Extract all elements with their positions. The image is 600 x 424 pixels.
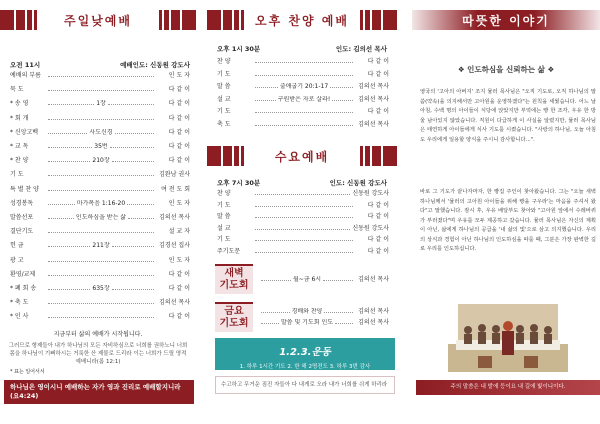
leader-dots <box>48 171 154 176</box>
order-value: 다 같 이 <box>168 285 190 292</box>
order-row <box>10 271 190 279</box>
order-label: * 인 사 <box>10 313 29 321</box>
order-detail: 구원받은 자로 살라! <box>277 95 331 103</box>
order-label: 주기도문 <box>217 247 241 255</box>
leader-dots <box>48 257 154 262</box>
order-label: 찬 양 <box>217 58 231 65</box>
afternoon-subheader <box>217 44 387 53</box>
order-label: * 축 도 <box>10 299 29 307</box>
leader-dots <box>332 96 353 101</box>
leader-dots <box>108 100 154 105</box>
order-value: 다 같 이 <box>168 128 190 136</box>
order-label: 기 도 <box>217 70 231 78</box>
order-detail: 635장 <box>92 285 110 292</box>
sunday-service-panel <box>0 0 196 424</box>
central-figure-head <box>503 321 513 331</box>
central-figure-body <box>502 331 514 355</box>
leader-dots <box>110 143 154 148</box>
sunday-title: 주일낮예배 <box>58 12 138 29</box>
sunday-time: 오전 11시 <box>10 61 41 69</box>
order-label: 축 도 <box>217 120 231 128</box>
order-value: 다 같 이 <box>168 270 190 278</box>
order-row <box>217 225 389 233</box>
leader-dots <box>48 271 154 276</box>
order-label: 기 도 <box>10 171 24 179</box>
order-row <box>10 143 190 151</box>
leader-dots <box>255 213 353 218</box>
leader-dots <box>324 308 353 313</box>
stand-note: * 표는 일어서서 <box>10 369 45 375</box>
order-label: 찬 양 <box>217 190 231 197</box>
order-value: 인 도 자 <box>168 199 190 207</box>
order-value: 인 도 자 <box>168 256 190 264</box>
dawn-prayer-row: 월~금 6시 김의선 목사 <box>259 276 389 284</box>
order-row <box>10 72 190 80</box>
foreground-figure-left <box>478 356 492 368</box>
order-label: 묵 도 <box>10 86 24 94</box>
sunday-subheader <box>10 60 190 69</box>
leader-dots <box>255 248 353 253</box>
order-value: 김의선 목사 <box>159 299 190 307</box>
order-label: 결단기도 <box>10 228 34 236</box>
foreground-figure-right <box>524 356 538 368</box>
order-value: 다 같 이 <box>168 313 190 321</box>
order-row <box>10 285 190 293</box>
order-detail: 마가복음 1:16-20 <box>76 199 126 207</box>
order-detail: 인도하심을 받는 삶 <box>75 214 127 221</box>
leader-dots <box>48 285 90 290</box>
order-label: * 회 개 <box>10 114 29 122</box>
order-row <box>10 242 190 250</box>
order-value: 다 같 이 <box>168 100 190 108</box>
order-value: 김의선 목사 <box>358 319 389 326</box>
wednesday-time: 오후 7시 30분 <box>217 179 261 187</box>
leader-dots <box>255 202 353 207</box>
order-value: 다 같 이 <box>168 157 190 165</box>
order-label: * 교 독 <box>10 143 29 150</box>
order-row <box>10 171 190 179</box>
order-label: * 폐 회 송 <box>10 285 37 292</box>
leader-dots <box>48 86 154 91</box>
sunday-footer-verse: 하나님은 영이시니 예배하는 자가 영과 진리로 예배할지니라 (요4:24) <box>4 380 194 404</box>
last-supper-illustration <box>448 296 568 376</box>
order-value: 설 교 자 <box>168 228 190 236</box>
wednesday-header <box>207 146 397 166</box>
weekday-service-panel <box>207 0 397 424</box>
order-row <box>10 129 190 137</box>
order-value: 다 같 이 <box>168 114 190 122</box>
order-label: 말씀선포 <box>10 214 34 221</box>
story-header-title: 따뜻한 이야기 <box>462 13 550 28</box>
movement-title: 1.2.3.운동 <box>279 347 331 358</box>
order-detail: 35번 <box>94 143 108 150</box>
order-row <box>10 100 190 108</box>
leader-dots <box>48 186 154 191</box>
leader-dots <box>48 228 154 233</box>
order-row <box>217 83 389 91</box>
sunday-closing: 지금부터 삶의 예배가 시작됩니다. <box>53 331 143 338</box>
order-detail: 사도신경 <box>89 128 113 136</box>
order-label: 기 도 <box>217 236 231 243</box>
order-value: 김의선 목사 <box>358 83 389 90</box>
order-value: 신동원 강도사 <box>352 224 389 232</box>
leader-dots <box>255 83 278 88</box>
order-row <box>10 115 190 123</box>
order-row <box>10 157 190 165</box>
afternoon-header <box>207 10 397 30</box>
order-label: 기 도 <box>217 201 231 209</box>
order-value: 김경선 집사 <box>159 242 190 250</box>
leader-dots <box>255 190 350 195</box>
order-label: * 찬 양 <box>10 157 29 165</box>
order-row <box>217 121 389 129</box>
order-row <box>10 186 190 194</box>
order-row <box>217 213 389 221</box>
leader-dots <box>48 299 154 304</box>
leader-dots <box>330 83 353 88</box>
order-row <box>259 319 389 327</box>
dawn-prayer-label: 새벽 기도회 <box>215 264 253 294</box>
order-row <box>217 58 389 66</box>
leader-dots <box>127 200 154 205</box>
invitation-note: 수고하고 무거운 짐진 자들아 다 내게로 오라 내가 너희를 쉬게 하리라 <box>215 376 395 394</box>
leader-dots <box>115 129 154 134</box>
order-value: 김의선 목사 <box>358 120 389 128</box>
movement-items: 1. 하루 1시간 기도 2. 한 해 2명전도 3. 하루 3번 감사 <box>239 364 371 370</box>
order-row <box>10 313 190 321</box>
story-paragraph-2: 바로 그 기도가 끝나자마자, 한 빵집 주인이 찾아왔습니다. 그는 "오늘 새벽 하나님께서 '뮬러의 고아원 아이들을 위해 빵을 구우라'는 마음을 주셔서 왔다"고 말했습니다. 잠시 후, 우유 배달부도 찾아와 "고아원 앞에서 수레바퀴가 부러졌다"며 우유를 모두 제공하고 갔습니다. 뮬러 목사님은 자신의 계획이 아닌, 삶에게 하나님의 공급을 '내 삶의 빛'으로 삼고 의지했습니다. 우리의 상식과 경험이 아닌 하나님의 인도하심을 따를 때, 그분은 가장 완벽한 길로 우리를 인도하십니다. <box>420 189 596 252</box>
order-value: 김완남 권사 <box>159 171 190 179</box>
order-label: 설 교 <box>217 224 231 232</box>
movement-banner <box>215 338 395 370</box>
leader-dots <box>255 58 353 63</box>
order-label: 예배의 부름 <box>10 72 41 79</box>
order-detail: 1장 <box>96 100 106 108</box>
leader-dots <box>48 242 90 247</box>
order-value: 김의선 목사 <box>358 308 390 315</box>
afternoon-title: 오후 찬양 예배 <box>249 12 355 29</box>
order-row <box>10 228 190 236</box>
leader-dots <box>48 143 92 148</box>
order-value: 다 같 이 <box>367 58 389 65</box>
leader-dots <box>112 157 154 162</box>
story-panel <box>412 0 600 424</box>
order-value: 다 같 이 <box>168 86 190 94</box>
order-label: 기 도 <box>217 108 231 115</box>
leader-dots <box>112 242 154 247</box>
order-detail: 경배와 찬양 <box>291 308 323 315</box>
order-value: 다 같 이 <box>367 236 389 243</box>
order-label: 환영/교제 <box>10 270 36 278</box>
order-row <box>10 214 190 222</box>
order-value: 다 같 이 <box>367 247 389 255</box>
leader-dots <box>48 115 154 120</box>
sunday-leader: 예배인도: 신동원 강도사 <box>120 61 190 69</box>
wednesday-subheader <box>217 178 387 187</box>
leader-dots <box>48 100 94 105</box>
order-row <box>217 71 389 79</box>
order-value: 다 같 이 <box>367 108 389 115</box>
order-row <box>10 86 190 94</box>
order-value: 다 같 이 <box>168 143 190 150</box>
order-row <box>217 202 389 210</box>
order-label: * 송 영 <box>10 100 29 108</box>
leader-dots <box>48 200 75 205</box>
order-value: 신동원 강도사 <box>352 190 389 197</box>
order-label: 설 교 <box>217 95 231 103</box>
story-header <box>412 10 600 30</box>
order-value: 다 같 이 <box>367 201 389 209</box>
leader-dots <box>112 285 154 290</box>
leader-dots <box>255 71 353 76</box>
afternoon-time: 오후 1시 30분 <box>217 45 261 53</box>
order-detail: 210장 <box>92 157 110 165</box>
leader-dots <box>48 214 74 219</box>
order-label: 헌 금 <box>10 242 24 250</box>
order-value: 다 같 이 <box>367 213 389 220</box>
leader-dots <box>255 96 276 101</box>
story-title: ❖ 인도하심을 신뢰하는 삶 ❖ <box>457 65 555 74</box>
order-value: 김의선 목사 <box>159 214 190 221</box>
order-value: 여 전 도 회 <box>161 185 190 193</box>
leader-dots <box>255 236 353 241</box>
leader-dots <box>48 157 90 162</box>
order-row <box>259 308 389 316</box>
afternoon-leader: 인도: 김의선 목사 <box>335 45 387 53</box>
leader-dots <box>255 225 350 230</box>
order-label: * 신앙고백 <box>10 128 39 136</box>
leader-dots <box>48 72 154 77</box>
order-label: 말 씀 <box>217 213 231 220</box>
order-row <box>10 299 190 307</box>
order-row <box>217 248 389 256</box>
friday-prayer-label: 금요 기도회 <box>215 302 253 332</box>
leader-dots <box>255 108 353 113</box>
order-label: 성경봉독 <box>10 199 34 207</box>
order-detail: 말씀 및 기도회 인도 <box>280 319 334 326</box>
leader-dots <box>335 319 353 324</box>
order-value: 인 도 자 <box>168 72 190 79</box>
order-value: 다 같 이 <box>367 70 389 78</box>
leader-dots <box>48 313 154 318</box>
order-detail: 출애굽기 20:1-17 <box>279 83 329 90</box>
story-footer-verse: 주의 말씀은 내 발에 등이요 내 길에 빛이니이다. <box>416 380 600 395</box>
sunday-quote: 그러므로 형제들아 내가 하나님의 모든 자비하심으로 너희를 권하노니 너희 몸을 하나님이 기뻐하시는 거룩한 산 제물로 드리라 이는 너희가 드릴 영적 예배니라(롬 12:1) <box>8 343 188 365</box>
order-label: 특 별 찬 양 <box>10 185 39 193</box>
order-label: 말 씀 <box>217 83 231 90</box>
leader-dots <box>48 129 87 134</box>
order-row <box>217 108 389 116</box>
order-row <box>217 190 389 198</box>
leader-dots <box>128 214 154 219</box>
leader-dots <box>261 308 290 313</box>
wednesday-title: 수요예배 <box>269 148 335 165</box>
leader-dots <box>255 121 353 126</box>
sunday-header <box>0 10 196 30</box>
order-row <box>217 96 389 104</box>
order-row <box>10 200 190 208</box>
order-value: 김의선 목사 <box>358 95 389 103</box>
leader-dots <box>261 319 279 324</box>
wednesday-leader: 인도: 신동원 강도사 <box>329 179 387 187</box>
order-row <box>217 236 389 244</box>
order-detail: 211장 <box>92 242 110 250</box>
story-paragraph-1: 영국의 '고아의 아버지' 조지 뮬러 목사님은 "오직 기도로, 오직 하나님의 말씀(약속)을 의지해서만 고아원을 운영하겠다"는 원칙을 세웠습니다. 어느 날 아침, 수백 명의 아이들이 식당에 앉았지만 부엌에는 빵 한 조각, 우유 한 방울 남아있지 않았습니다. 직원이 다급하게 이 사실을 알렸지만, 뮬러 목사님은 태연하게 아이들에게 식사 기도를 시켰습니다. "사랑의 하나님, 오늘 아침도 우리에게 일용할 양식을 주시니 감사합니다...". <box>420 89 596 143</box>
order-row <box>10 257 190 265</box>
order-label: 광 고 <box>10 256 24 264</box>
